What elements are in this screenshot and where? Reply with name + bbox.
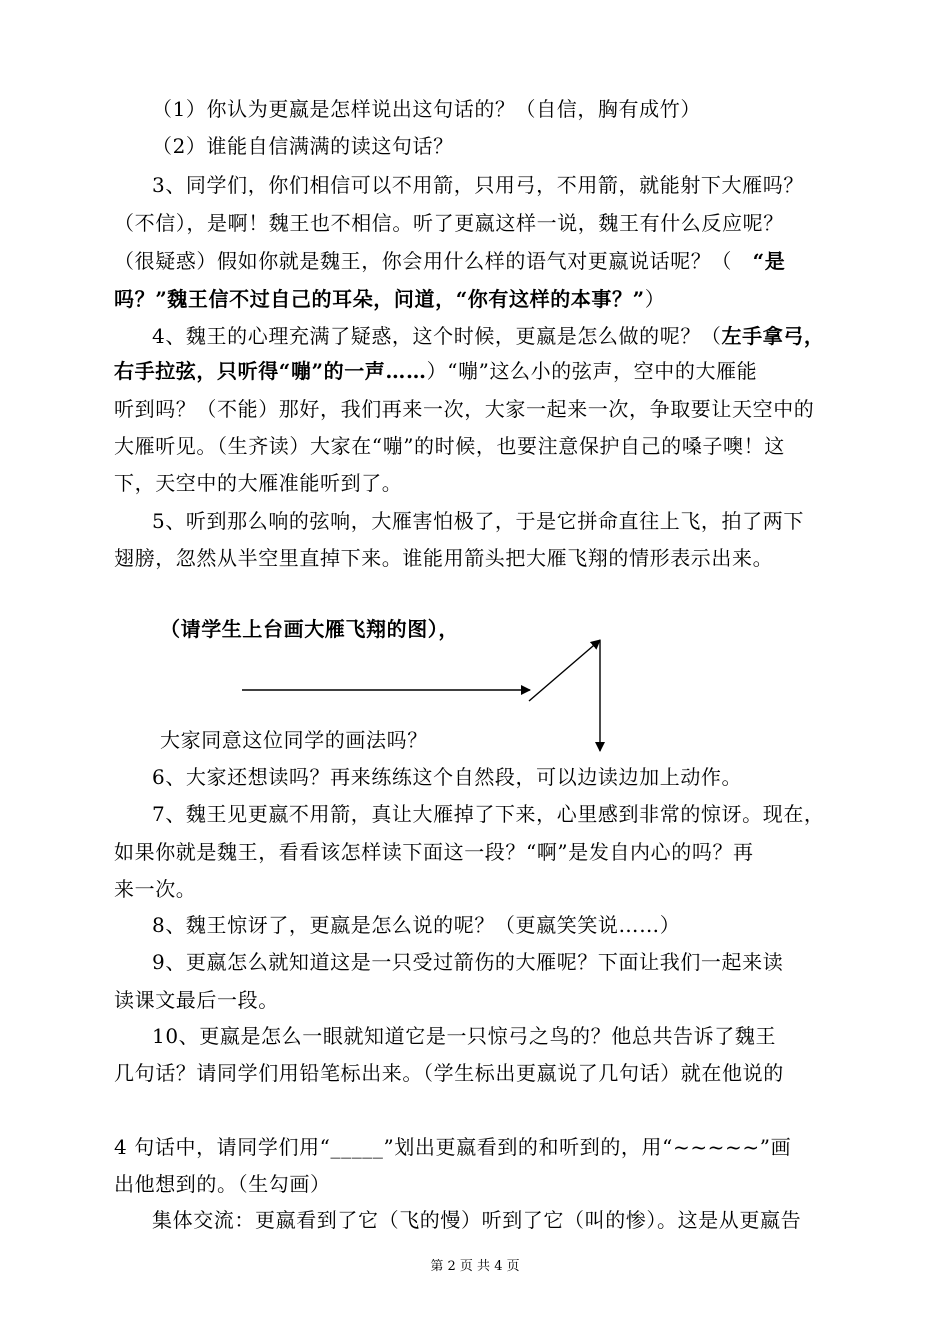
line-14: （请学生上台画大雁飞翔的图）， — [160, 617, 459, 641]
line-3: 3、同学们，你们相信可以不用箭，只用弓，不用箭，就能射下大雁吗？ — [152, 173, 804, 197]
line-22: 读课文最后一段。 — [114, 988, 279, 1012]
line-26: 出他想到的。（生勾画） — [114, 1172, 331, 1196]
line-1: （1）你认为更嬴是怎样说出这句话的？（自信，胸有成竹） — [152, 97, 701, 121]
line-20: 8、魏王惊讶了，更嬴是怎么说的呢？（更嬴笑笑说……） — [152, 913, 681, 937]
line-19: 来一次。 — [114, 877, 197, 901]
line-18: 如果你就是魏王，看看该怎样读下面这一段？“啊”是发自内心的吗？再 — [114, 840, 754, 864]
line-10: 大雁听见。（生齐读）大家在“嘣”的时候，也要注意保护自己的嗓子噢！这 — [114, 434, 785, 458]
line-16: 6、大家还想读吗？再来练练这个自然段，可以边读边加上动作。 — [152, 765, 743, 789]
upward-arrow — [529, 640, 600, 701]
line-21: 9、更嬴怎么就知道这是一只受过箭伤的大雁呢？下面让我们一起来读 — [152, 950, 784, 974]
line-12: 5、听到那么响的弦响，大雁害怕极了，于是它拼命直往上飞，拍了两下 — [152, 509, 804, 533]
line-5: （很疑惑）假如你就是魏王，你会用什么样的语气对更嬴说话呢？（ “是 — [114, 249, 786, 273]
line-24: 几句话？请同学们用铅笔标出来。（学生标出更嬴说了几句话）就在他说的 — [114, 1061, 784, 1085]
line-15: 大家同意这位同学的画法吗？ — [160, 728, 428, 752]
line-25: 4 句话中，请同学们用“_____”划出更嬴看到的和听到的，用“~~~~~”画 — [114, 1135, 792, 1159]
line-7: 4、魏王的心理充满了疑惑，这个时候，更嬴是怎么做的呢？（左手拿弓， — [152, 324, 825, 348]
line-11: 下，天空中的大雁准能听到了。 — [114, 471, 403, 495]
line-13: 翅膀，忽然从半空里直掉下来。谁能用箭头把大雁飞翔的情形表示出来。 — [114, 546, 774, 570]
page-footer: 第 2 页 共 4 页 — [430, 1259, 520, 1274]
line-9: 听到吗？（不能）那好，我们再来一次，大家一起来一次，争取要让天空中的 — [114, 397, 815, 421]
line-2: （2）谁能自信满满的读这句话？ — [152, 134, 454, 158]
line-4: （不信），是啊！魏王也不相信。听了更嬴这样一说，魏王有什么反应呢？ — [114, 211, 784, 235]
line-8: 右手拉弦，只听得“嘣”的一声……）“嘣”这么小的弦声，空中的大雁能 — [114, 359, 758, 383]
line-27: 集体交流：更嬴看到了它（飞的慢）听到了它（叫的惨）。这是从更嬴告 — [152, 1208, 802, 1232]
line-6: 吗？”魏王信不过自己的耳朵，问道，“你有这样的本事？”） — [114, 287, 666, 311]
line-23: 10、更嬴是怎么一眼就知道它是一只惊弓之鸟的？他总共告诉了魏王 — [152, 1024, 777, 1048]
line-17: 7、魏王见更嬴不用箭，真让大雁掉了下来，心里感到非常的惊讶。现在， — [152, 802, 825, 826]
